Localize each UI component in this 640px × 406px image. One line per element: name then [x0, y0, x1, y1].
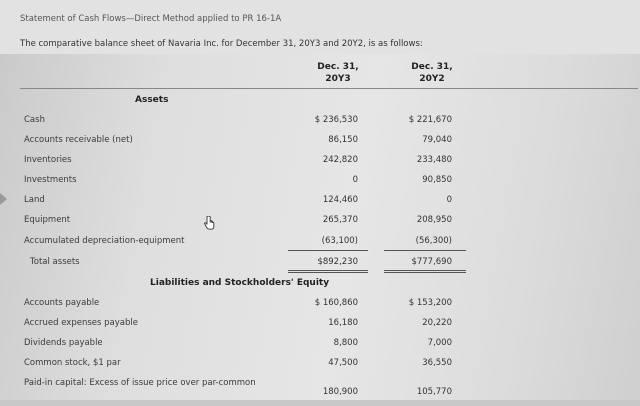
liability-value-20y2: 7,000 [427, 338, 452, 348]
total-rule-20y3-b [288, 272, 368, 273]
asset-label: Cash [24, 115, 45, 125]
asset-value-20y3: 265,370 [322, 215, 358, 225]
liability-value-20y3: 180,900 [322, 387, 358, 397]
asset-label: Land [24, 195, 45, 205]
asset-value-20y2: $ 221,670 [408, 115, 452, 125]
liabilities-heading: Liabilities and Stockholders' Equity [150, 278, 330, 288]
total-assets-20y3: $892,230 [317, 257, 358, 267]
liability-value-20y3: $ 160,860 [314, 298, 358, 308]
page-title: Statement of Cash Flows—Direct Method applied to PR 16-1A [20, 14, 282, 24]
bottom-edge [0, 400, 640, 406]
subtotal-rule-20y3 [288, 250, 368, 251]
asset-value-20y3: $ 236,530 [314, 115, 358, 125]
asset-value-20y3: (63,100) [321, 236, 358, 246]
asset-label: Inventories [24, 155, 72, 165]
liability-value-20y3: 16,180 [328, 318, 358, 328]
liability-value-20y2: 36,550 [422, 358, 452, 368]
asset-value-20y3: 242,820 [322, 155, 358, 165]
liability-label: Dividends payable [24, 338, 103, 348]
total-assets-20y2: $777,690 [411, 257, 452, 267]
asset-value-20y2: (56,300) [415, 236, 452, 246]
liability-value-20y2: $ 153,200 [408, 298, 452, 308]
col1-header-line2: 20Y3 [325, 74, 351, 84]
asset-value-20y2: 208,950 [416, 215, 452, 225]
total-assets-label: Total assets [30, 257, 80, 267]
liability-value-20y2: 105,770 [416, 387, 452, 397]
liability-value-20y3: 47,500 [328, 358, 358, 368]
liability-label: Accrued expenses payable [24, 318, 138, 328]
intro-text: The comparative balance sheet of Navaria Inc. for December 31, 20Y3 and 20Y2, is as follows: [20, 39, 423, 49]
total-rule-20y2-a [384, 270, 466, 271]
liability-value-20y2: 20,220 [422, 318, 452, 328]
asset-label: Equipment [24, 215, 71, 225]
assets-heading: Assets [135, 95, 169, 105]
subtotal-rule-20y2 [384, 250, 466, 251]
hand-cursor-icon [203, 216, 215, 230]
asset-label: Investments [24, 175, 77, 185]
liability-value-20y3: 8,800 [333, 338, 358, 348]
asset-value-20y3: 0 [352, 175, 358, 185]
asset-value-20y2: 0 [446, 195, 452, 205]
row-pointer-icon [0, 193, 7, 205]
asset-value-20y3: 86,150 [328, 135, 358, 145]
asset-value-20y2: 233,480 [416, 155, 452, 165]
asset-value-20y2: 90,850 [422, 175, 452, 185]
asset-value-20y3: 124,460 [322, 195, 358, 205]
liability-label: Paid-in capital: Excess of issue price over par-common [24, 378, 256, 388]
liability-label: Accounts payable [24, 298, 100, 308]
col2-header-line1: Dec. 31, [411, 62, 453, 72]
total-rule-20y2-b [384, 272, 466, 273]
col1-header-line1: Dec. 31, [317, 62, 359, 72]
col2-header-line2: 20Y2 [419, 74, 445, 84]
total-rule-20y3-a [288, 270, 368, 271]
asset-label: Accumulated depreciation-equipment [24, 236, 185, 246]
asset-value-20y2: 79,040 [422, 135, 452, 145]
asset-label: Accounts receivable (net) [24, 135, 133, 145]
liability-label: Common stock, $1 par [24, 358, 121, 368]
header-rule [20, 88, 638, 89]
